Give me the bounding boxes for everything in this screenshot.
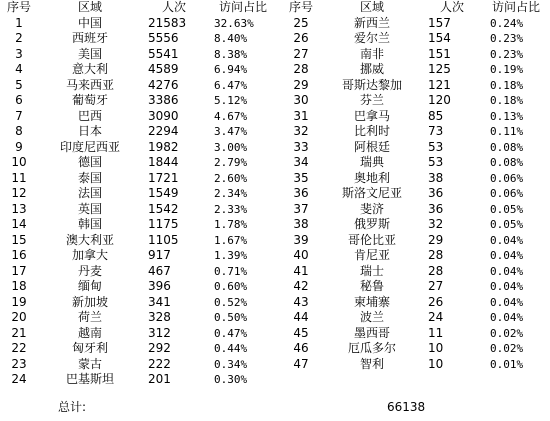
left-cell-share: 8.40% xyxy=(214,32,248,45)
right-cell-no: 37 xyxy=(293,201,309,216)
left-cell-visits: 1549 xyxy=(148,186,179,200)
left-cell-no: 21 xyxy=(11,325,27,340)
header-visits: 人次 xyxy=(161,0,186,14)
left-cell-region: 蒙古 xyxy=(77,356,102,371)
table-header-row xyxy=(0,0,550,16)
left-cell-share: 0.30% xyxy=(214,373,248,386)
table-row xyxy=(0,16,550,32)
right-cell-region: 奥地利 xyxy=(353,170,390,185)
left-cell-region: 韩国 xyxy=(77,217,102,231)
table-row xyxy=(0,78,550,94)
right-cell-region: 斐济 xyxy=(359,201,384,216)
right-cell-share: 0.02% xyxy=(490,342,524,355)
left-cell-region: 巴基斯坦 xyxy=(65,372,114,386)
right-cell-share: 0.08% xyxy=(490,140,524,154)
right-cell-region: 新西兰 xyxy=(353,15,390,30)
table-row xyxy=(0,186,550,202)
right-cell-share: 0.04% xyxy=(490,280,524,293)
right-cell-visits: 85 xyxy=(428,108,444,123)
left-cell-no: 16 xyxy=(11,248,27,262)
right-cell-region: 芬兰 xyxy=(359,93,384,107)
table-row xyxy=(0,140,550,156)
left-cell-region: 巴西 xyxy=(77,108,102,123)
header-no-right: 序号 xyxy=(288,0,313,14)
right-cell-region: 智利 xyxy=(359,356,384,371)
right-cell-visits: 73 xyxy=(428,124,444,138)
table-row xyxy=(0,248,550,264)
left-cell-share: 8.38% xyxy=(214,47,248,61)
left-cell-visits: 21583 xyxy=(148,15,187,30)
right-cell-visits: 121 xyxy=(428,77,451,92)
left-cell-visits: 1542 xyxy=(148,201,179,216)
right-cell-visits xyxy=(422,372,482,388)
left-cell-share: 3.00% xyxy=(214,140,248,154)
right-cell-no: 45 xyxy=(293,325,309,340)
right-cell-region: 俄罗斯 xyxy=(353,217,390,231)
header-no: 序号 xyxy=(6,0,31,14)
table-row xyxy=(0,93,550,109)
right-cell-share: 0.04% xyxy=(490,295,524,309)
left-cell-visits: 292 xyxy=(148,341,171,355)
left-cell-no: 19 xyxy=(11,294,27,309)
left-cell-share: 0.47% xyxy=(214,326,248,340)
right-cell-region xyxy=(322,372,422,388)
left-cell-visits: 312 xyxy=(148,325,171,340)
left-cell-share: 1.67% xyxy=(214,233,248,247)
right-cell-region: 哥斯达黎加 xyxy=(341,77,402,92)
table-row xyxy=(0,295,550,311)
left-cell-no: 22 xyxy=(11,341,27,355)
right-cell-share: 0.04% xyxy=(490,249,524,262)
right-cell-visits: 38 xyxy=(428,170,444,185)
right-cell-no: 35 xyxy=(293,170,309,185)
right-cell-no: 26 xyxy=(293,31,309,45)
right-cell-share xyxy=(482,372,550,388)
right-cell-visits: 24 xyxy=(428,310,444,324)
right-cell-visits: 10 xyxy=(428,341,444,355)
left-cell-region: 印度尼西亚 xyxy=(59,139,120,154)
right-cell-share: 0.11% xyxy=(490,125,524,138)
right-cell-region: 秘鲁 xyxy=(359,279,384,293)
left-cell-region: 缅甸 xyxy=(77,279,102,293)
right-cell-no: 41 xyxy=(293,263,309,278)
table-row xyxy=(0,47,550,63)
left-cell-region: 西班牙 xyxy=(71,31,108,45)
left-cell-share: 32.63% xyxy=(214,16,254,30)
left-cell-share: 3.47% xyxy=(214,125,248,138)
right-cell-visits: 28 xyxy=(428,248,444,262)
left-cell-share: 2.79% xyxy=(214,156,248,169)
left-cell-visits: 1982 xyxy=(148,139,179,154)
right-cell-no: 42 xyxy=(293,279,309,293)
left-cell-visits: 328 xyxy=(148,310,171,324)
left-cell-visits: 222 xyxy=(148,356,171,371)
right-cell-region: 哥伦比亚 xyxy=(347,232,396,247)
table-row xyxy=(0,202,550,218)
left-cell-no: 17 xyxy=(11,263,27,278)
right-cell-no xyxy=(280,372,322,388)
right-cell-share: 0.18% xyxy=(490,78,524,92)
right-cell-visits: 10 xyxy=(428,356,444,371)
right-cell-region: 巴拿马 xyxy=(353,108,390,123)
table-row xyxy=(0,109,550,125)
table-row xyxy=(0,264,550,280)
left-cell-no: 2 xyxy=(15,31,23,45)
right-cell-region: 肯尼亚 xyxy=(353,248,390,262)
right-cell-visits: 151 xyxy=(428,46,451,61)
right-cell-share: 0.24% xyxy=(490,16,524,30)
total-label: 总计: xyxy=(58,400,87,414)
right-cell-region: 阿根廷 xyxy=(353,139,390,154)
table-row xyxy=(0,372,550,388)
right-cell-share: 0.23% xyxy=(490,47,524,61)
left-cell-visits: 396 xyxy=(148,279,171,293)
left-cell-visits: 5541 xyxy=(148,46,179,61)
left-cell-no: 4 xyxy=(15,62,23,76)
header-share-right: 访问占比 xyxy=(491,0,540,14)
left-cell-visits: 4589 xyxy=(148,62,179,76)
header-region: 区域 xyxy=(77,0,102,14)
table-row xyxy=(0,326,550,342)
left-cell-no: 18 xyxy=(11,279,27,293)
right-cell-region: 瑞典 xyxy=(359,155,384,169)
left-cell-no: 7 xyxy=(15,108,23,123)
right-cell-share: 0.01% xyxy=(490,357,524,371)
left-cell-no: 13 xyxy=(11,201,27,216)
right-cell-share: 0.19% xyxy=(490,63,524,76)
left-cell-region: 意大利 xyxy=(71,62,108,76)
left-cell-share: 6.47% xyxy=(214,78,248,92)
left-cell-visits: 4276 xyxy=(148,77,179,92)
left-cell-no: 8 xyxy=(15,124,23,138)
right-cell-no: 47 xyxy=(293,356,309,371)
right-cell-region: 挪威 xyxy=(359,62,384,76)
left-cell-region: 越南 xyxy=(77,325,102,340)
left-cell-no: 14 xyxy=(11,217,27,231)
header-region-right: 区域 xyxy=(359,0,384,14)
left-cell-share: 0.71% xyxy=(214,264,248,278)
right-cell-visits: 53 xyxy=(428,139,444,154)
table-row xyxy=(0,171,550,187)
total-row xyxy=(0,399,550,415)
left-cell-region: 葡萄牙 xyxy=(71,93,108,107)
right-cell-no: 31 xyxy=(293,108,309,123)
left-cell-no: 11 xyxy=(11,170,27,185)
right-cell-share: 0.05% xyxy=(490,202,524,216)
left-cell-region: 丹麦 xyxy=(77,263,102,278)
left-cell-no: 3 xyxy=(15,46,23,61)
left-cell-visits: 1844 xyxy=(148,155,179,169)
right-cell-share: 0.13% xyxy=(490,109,524,123)
left-cell-region: 澳大利亚 xyxy=(65,232,114,247)
table-row xyxy=(0,124,550,140)
right-cell-region: 墨西哥 xyxy=(353,325,390,340)
left-cell-region: 德国 xyxy=(77,155,102,169)
right-cell-region: 柬埔寨 xyxy=(353,294,390,309)
left-cell-no: 12 xyxy=(11,186,27,200)
right-cell-visits: 27 xyxy=(428,279,444,293)
left-cell-share: 6.94% xyxy=(214,63,248,76)
right-cell-no: 43 xyxy=(293,294,309,309)
right-cell-visits: 32 xyxy=(428,217,444,231)
left-cell-visits: 5556 xyxy=(148,31,179,45)
left-cell-no: 1 xyxy=(15,15,23,30)
right-cell-region: 瑞士 xyxy=(359,263,384,278)
left-cell-visits: 3090 xyxy=(148,108,179,123)
right-cell-share: 0.23% xyxy=(490,32,524,45)
left-cell-region: 马来西亚 xyxy=(65,77,114,92)
right-cell-no: 44 xyxy=(293,310,309,324)
right-cell-region: 南非 xyxy=(359,46,384,61)
left-cell-no: 9 xyxy=(15,139,23,154)
right-cell-no: 38 xyxy=(293,217,309,231)
left-cell-share: 1.78% xyxy=(214,218,248,231)
left-cell-share: 2.33% xyxy=(214,202,248,216)
left-cell-visits: 201 xyxy=(148,372,171,386)
left-cell-visits: 917 xyxy=(148,248,171,262)
right-cell-visits: 36 xyxy=(428,186,444,200)
right-cell-no: 29 xyxy=(293,77,309,92)
left-cell-share: 5.12% xyxy=(214,94,248,107)
right-cell-region: 比利时 xyxy=(353,124,390,138)
left-cell-region: 新加坡 xyxy=(71,294,108,309)
right-cell-visits: 154 xyxy=(428,31,451,45)
right-cell-share: 0.04% xyxy=(490,311,524,324)
left-cell-region: 英国 xyxy=(77,201,102,216)
left-cell-visits: 1721 xyxy=(148,170,179,185)
right-cell-share: 0.02% xyxy=(490,326,524,340)
table-row xyxy=(0,357,550,373)
left-cell-share: 0.50% xyxy=(214,311,248,324)
left-cell-region: 荷兰 xyxy=(77,310,102,324)
total-value: 66138 xyxy=(387,400,426,414)
left-cell-region: 泰国 xyxy=(77,170,102,185)
right-cell-visits: 36 xyxy=(428,201,444,216)
right-cell-no: 34 xyxy=(293,155,309,169)
left-cell-share: 0.34% xyxy=(214,357,248,371)
right-cell-share: 0.06% xyxy=(490,187,524,200)
right-cell-no: 30 xyxy=(293,93,309,107)
header-share: 访问占比 xyxy=(218,0,267,14)
left-cell-share: 0.52% xyxy=(214,295,248,309)
right-cell-no: 28 xyxy=(293,62,309,76)
right-cell-visits: 11 xyxy=(428,325,444,340)
left-cell-no: 5 xyxy=(15,77,23,92)
table-row xyxy=(0,233,550,249)
left-cell-visits: 1175 xyxy=(148,217,179,231)
left-cell-no: 6 xyxy=(15,93,23,107)
left-cell-share: 4.67% xyxy=(214,109,248,123)
left-cell-no: 20 xyxy=(11,310,27,324)
right-cell-region: 斯洛文尼亚 xyxy=(341,186,402,200)
left-cell-no: 10 xyxy=(11,155,27,169)
left-cell-region: 美国 xyxy=(77,46,102,61)
table-row xyxy=(0,279,550,295)
left-cell-region: 中国 xyxy=(77,15,102,30)
left-cell-share: 1.39% xyxy=(214,249,248,262)
left-cell-no: 23 xyxy=(11,356,27,371)
right-cell-share: 0.18% xyxy=(490,94,524,107)
left-cell-no: 15 xyxy=(11,232,27,247)
left-cell-visits: 3386 xyxy=(148,93,179,107)
right-cell-region: 厄瓜多尔 xyxy=(347,341,396,355)
right-cell-visits: 29 xyxy=(428,232,444,247)
right-cell-no: 39 xyxy=(293,232,309,247)
left-cell-share: 2.34% xyxy=(214,187,248,200)
header-visits-right: 人次 xyxy=(439,0,464,14)
table-row xyxy=(0,341,550,357)
right-cell-region: 波兰 xyxy=(359,310,384,324)
right-cell-no: 25 xyxy=(293,15,309,30)
left-cell-visits: 341 xyxy=(148,294,171,309)
left-cell-visits: 2294 xyxy=(148,124,179,138)
left-cell-region: 日本 xyxy=(77,124,102,138)
left-cell-visits: 467 xyxy=(148,263,171,278)
table-row xyxy=(0,155,550,171)
right-cell-no: 36 xyxy=(293,186,309,200)
right-cell-no: 40 xyxy=(293,248,309,262)
right-cell-share: 0.04% xyxy=(490,233,524,247)
right-cell-share: 0.05% xyxy=(490,218,524,231)
left-cell-region: 匈牙利 xyxy=(71,341,108,355)
right-cell-visits: 157 xyxy=(428,15,451,30)
table-row xyxy=(0,31,550,47)
right-cell-no: 46 xyxy=(293,341,309,355)
right-cell-region: 爱尔兰 xyxy=(353,31,390,45)
left-cell-region: 法国 xyxy=(77,186,102,200)
right-cell-visits: 125 xyxy=(428,62,451,76)
right-cell-share: 0.04% xyxy=(490,264,524,278)
left-cell-share: 2.60% xyxy=(214,171,248,185)
right-cell-no: 27 xyxy=(293,46,309,61)
right-cell-no: 32 xyxy=(293,124,309,138)
right-cell-visits: 28 xyxy=(428,263,444,278)
left-cell-no: 24 xyxy=(11,372,27,386)
right-cell-share: 0.08% xyxy=(490,156,524,169)
table-row xyxy=(0,310,550,326)
right-cell-visits: 53 xyxy=(428,155,444,169)
left-cell-share: 0.44% xyxy=(214,342,248,355)
table-row xyxy=(0,62,550,78)
table-row xyxy=(0,217,550,233)
right-cell-no: 33 xyxy=(293,139,309,154)
left-cell-share: 0.60% xyxy=(214,280,248,293)
left-cell-region: 加拿大 xyxy=(71,248,108,262)
right-cell-share: 0.06% xyxy=(490,171,524,185)
right-cell-visits: 120 xyxy=(428,93,451,107)
right-cell-visits: 26 xyxy=(428,294,444,309)
left-cell-visits: 1105 xyxy=(148,232,179,247)
